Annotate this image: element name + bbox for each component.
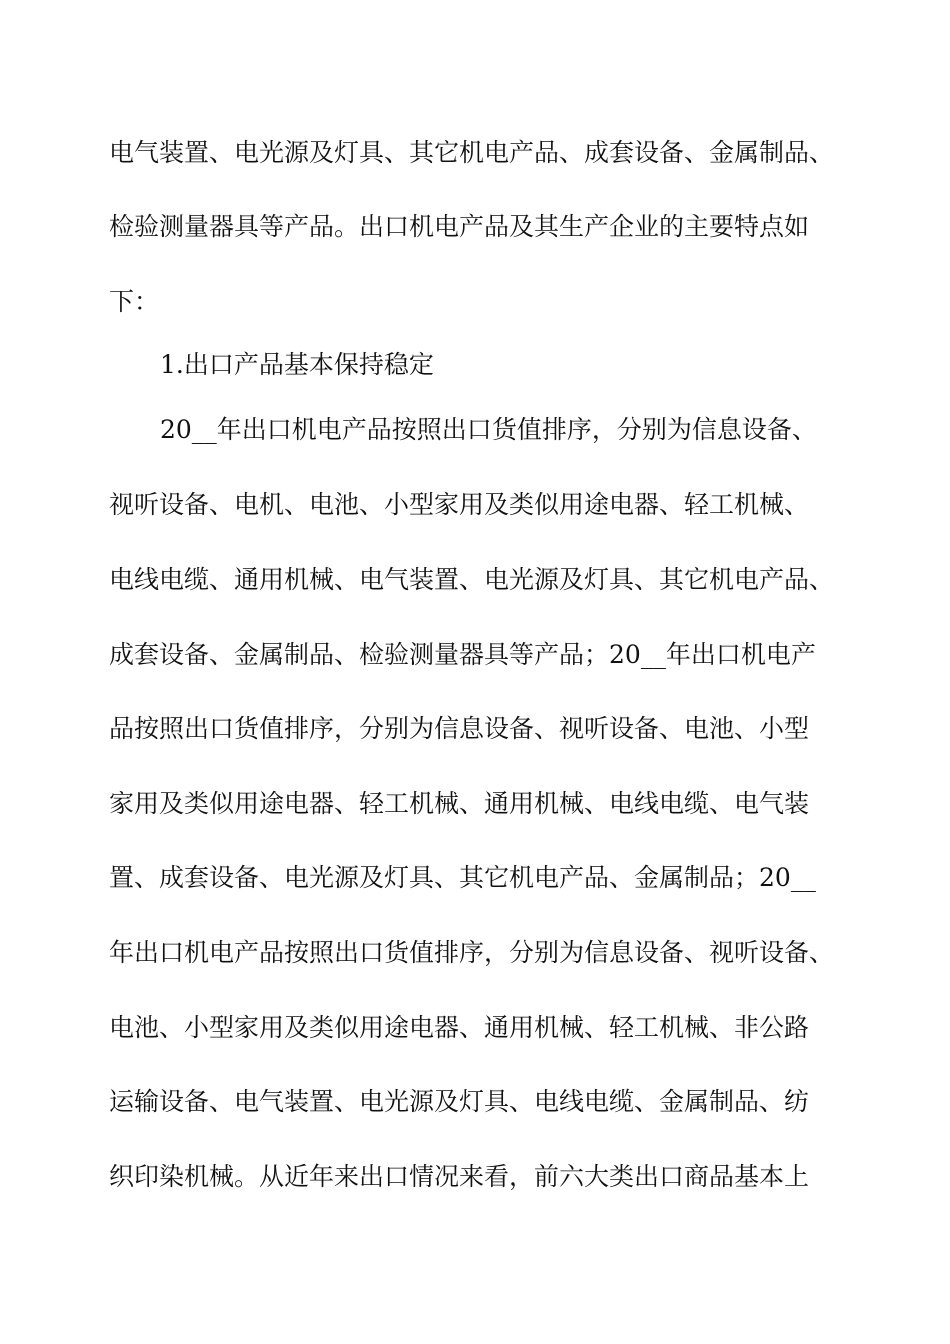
body-text-line: 品按照出口货值排序，分别为信息设备、视听设备、电池、小型 xyxy=(109,714,810,743)
body-text-line: 电气装置、电光源及灯具、其它机电产品、成套设备、金属制品、 xyxy=(109,138,835,167)
body-text-line: 置、成套设备、电光源及灯具、其它机电产品、金属制品；20__ xyxy=(109,863,816,892)
body-text-line: 检验测量器具等产品。出口机电产品及其生产企业的主要特点如 xyxy=(109,212,810,241)
body-text-line: 视听设备、电机、电池、小型家用及类似用途电器、轻工机械、 xyxy=(109,490,810,519)
paragraph-first-line: 20__年出口机电产品按照出口货值排序，分别为信息设备、 xyxy=(160,415,817,444)
body-text-line: 家用及类似用途电器、轻工机械、通用机械、电线电缆、电气装 xyxy=(109,789,810,818)
body-text-line: 织印染机械。从近年来出口情况来看，前六大类出口商品基本上 xyxy=(109,1162,810,1191)
body-text-line: 运输设备、电气装置、电光源及灯具、电线电缆、金属制品、纺 xyxy=(109,1087,810,1116)
body-text-line: 电池、小型家用及类似用途电器、通用机械、轻工机械、非公路 xyxy=(109,1013,810,1042)
section-heading: 1.出口产品基本保持稳定 xyxy=(160,350,434,379)
body-text-line: 成套设备、金属制品、检验测量器具等产品；20__年出口机电产 xyxy=(109,640,816,669)
body-text-line: 年出口机电产品按照出口货值排序，分别为信息设备、视听设备、 xyxy=(109,938,835,967)
body-text-line: 电线电缆、通用机械、电气装置、电光源及灯具、其它机电产品、 xyxy=(109,565,835,594)
body-text-line: 下： xyxy=(109,287,160,316)
